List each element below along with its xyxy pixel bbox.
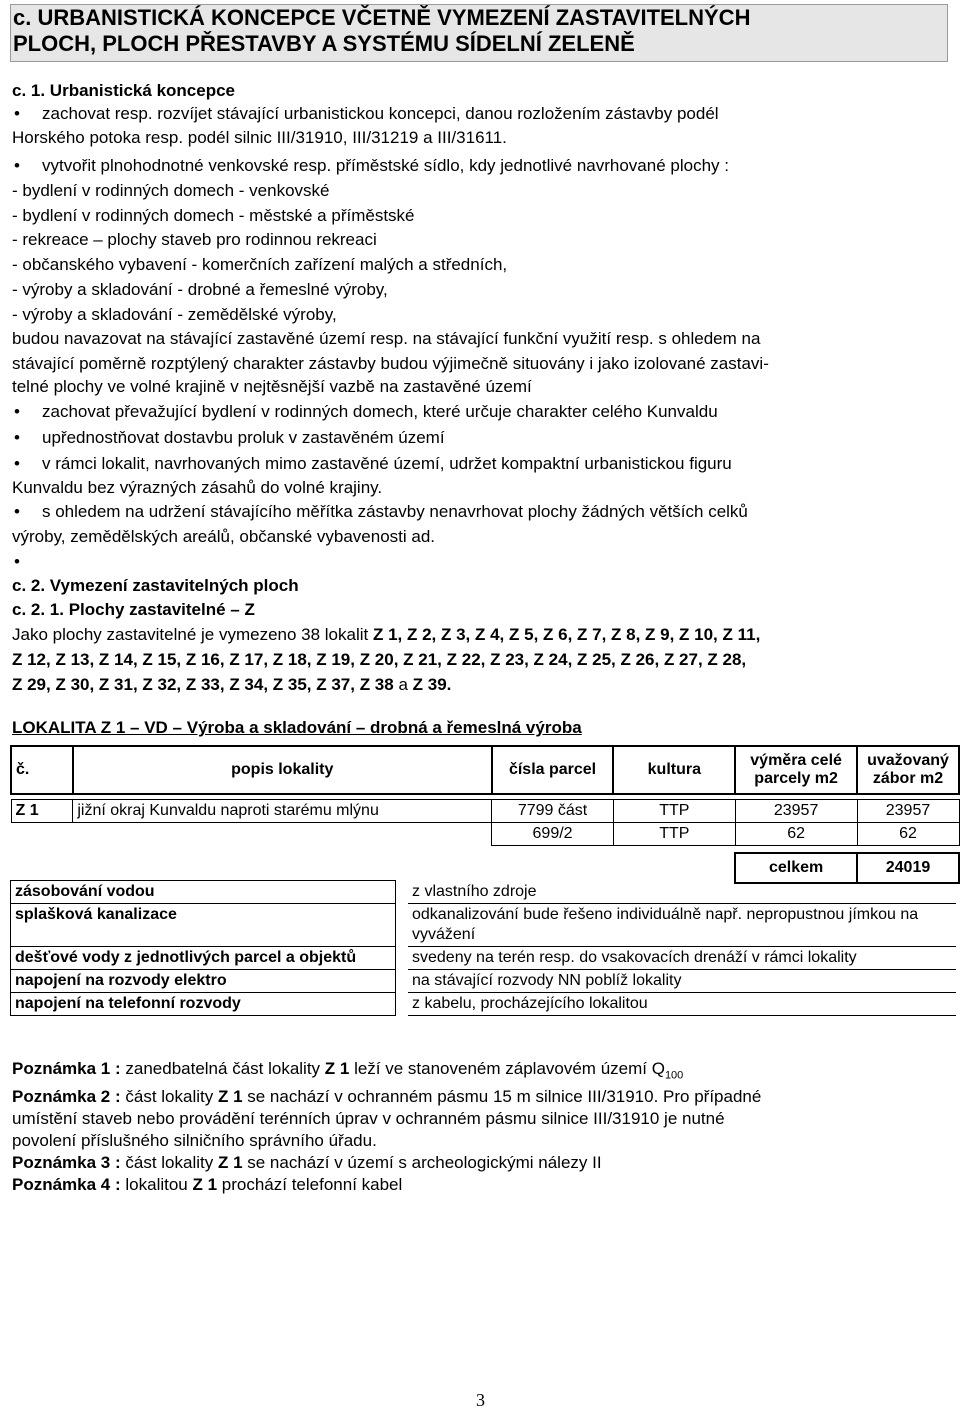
utility-row bbox=[11, 993, 957, 1016]
note-locality: Z 1 bbox=[324, 1059, 350, 1078]
list-item: - občanského vybavení - komerčních zařízení malých a středních, bbox=[12, 255, 508, 274]
utilities-table bbox=[10, 880, 956, 1016]
col-header-take bbox=[857, 746, 959, 794]
utility-value: z vlastního zdroje bbox=[408, 881, 956, 904]
note-2 bbox=[12, 1086, 942, 1108]
paragraph-line: telné plochy ve volné krajině v nejtěsnější vazbě na zastavěné území bbox=[12, 377, 532, 396]
note-2-cont: povolení příslušného silničního správního úřadu. bbox=[12, 1131, 377, 1151]
note-text: leží ve stanoveném záplavovém území Q bbox=[349, 1059, 665, 1078]
note-label: Poznámka 3 : bbox=[12, 1153, 121, 1173]
note-label: Poznámka 4 : bbox=[12, 1175, 121, 1195]
table-cell bbox=[11, 823, 73, 846]
note-text: část lokality bbox=[120, 1087, 218, 1107]
paragraph-line: Horského potoka resp. podél silnic III/31910, III/31219 a III/31611. bbox=[12, 128, 507, 147]
utility-row bbox=[11, 881, 957, 904]
note-label: Poznámka 1 : bbox=[12, 1059, 121, 1078]
paragraph-line: zachovat resp. rozvíjet stávající urbanistickou koncepci, danou rozložením zástavby podél bbox=[42, 104, 719, 123]
note-2-cont: umístění staveb nebo provádění terénních úprav v ochranném pásmu silnice III/31910 je nutné bbox=[12, 1109, 725, 1129]
col-header-area-line1: výměra celé bbox=[750, 752, 842, 769]
utility-value-line1: odkanalizování bude řešeno individuálně např. nepropustnou jímkou na bbox=[412, 906, 919, 923]
note-subscript: 100 bbox=[664, 1069, 684, 1082]
paragraph-line: stávající poměrně rozptýlený charakter zástavby budou výjimečně situovány i jako izolované zastavi- bbox=[12, 354, 769, 373]
paragraph-line: Kunvaldu bez výrazných zásahů do volné krajiny. bbox=[12, 478, 383, 497]
bullet-icon: • bbox=[14, 156, 20, 175]
paragraph-line: s ohledem na udržení stávajícího měřítka zástavby nenavrhovat plochy žádných větších celků bbox=[42, 502, 748, 521]
paragraph-line bbox=[12, 674, 451, 696]
list-item: - bydlení v rodinných domech - městské a příměstské bbox=[12, 206, 415, 225]
note-text: zanedbatelná část lokality bbox=[120, 1059, 325, 1078]
utility-row bbox=[11, 904, 957, 947]
table-row bbox=[11, 800, 959, 823]
utility-value bbox=[408, 904, 956, 947]
utility-row bbox=[11, 947, 957, 970]
locality-list: Z 39. bbox=[412, 675, 452, 694]
paragraph-line bbox=[12, 624, 760, 646]
total-value: 24019 bbox=[857, 853, 959, 883]
note-locality: Z 1 bbox=[217, 1087, 243, 1107]
table-cell: TTP bbox=[613, 823, 735, 846]
utility-label: zásobování vodou bbox=[11, 881, 396, 904]
paragraph-line: upřednostňovat dostavbu proluk v zastavěném území bbox=[42, 428, 445, 447]
table-header-row bbox=[11, 746, 959, 794]
table-row bbox=[11, 823, 959, 846]
table-cell: TTP bbox=[613, 800, 735, 823]
table-cell: 7799 část bbox=[492, 800, 614, 823]
note-text: prochází telefonní kabel bbox=[217, 1175, 403, 1195]
utility-label: splašková kanalizace bbox=[11, 904, 396, 947]
col-header-take-line1: uvažovaný bbox=[867, 752, 949, 769]
section-title: c. 1. Urbanistická koncepce bbox=[12, 81, 235, 100]
paragraph-line: vytvořit plnohodnotné venkovské resp. příměstské sídlo, kdy jednotlivé navrhované plochy : bbox=[42, 156, 729, 175]
utility-label: dešťové vody z jednotlivých parcel a objektů bbox=[11, 947, 396, 970]
list-item: - bydlení v rodinných domech - venkovské bbox=[12, 181, 330, 200]
utility-label: napojení na rozvody elektro bbox=[11, 970, 396, 993]
chapter-heading bbox=[10, 4, 948, 62]
chapter-heading-line1: c. URBANISTICKÁ KONCEPCE VČETNĚ VYMEZENÍ ZASTAVITELNÝCH bbox=[13, 5, 751, 30]
locality-list: Z 1, Z 2, Z 3, Z 4, Z 5, Z 6, Z 7, Z 8, Z 9, Z 10, Z 11, bbox=[372, 625, 761, 644]
utility-value: z kabelu, procházejícího lokalitou bbox=[408, 993, 956, 1016]
lokalita-title: LOKALITA Z 1 – VD – Výroba a skladování – drobná a řemeslná výroba bbox=[12, 718, 582, 737]
list-item: - výroby a skladování - drobné a řemeslné výroby, bbox=[12, 280, 388, 299]
table-cell: 23957 bbox=[857, 800, 959, 823]
table-cell: 62 bbox=[735, 823, 857, 846]
paragraph-line: výroby, zemědělských areálů, občanské vybavenosti ad. bbox=[12, 527, 436, 546]
paragraph-line: v rámci lokalit, navrhovaných mimo zastavěné území, udržet kompaktní urbanistickou figuru bbox=[42, 454, 732, 473]
intro-text: Jako plochy zastavitelné je vymezeno 38 lokalit bbox=[12, 625, 373, 644]
total-label: celkem bbox=[735, 853, 857, 883]
locality-list: Z 12, Z 13, Z 14, Z 15, Z 16, Z 17, Z 18, Z 19, Z 20, Z 21, Z 22, Z 23, Z 24, Z 25, Z 26, Z 27, Z 28, bbox=[12, 650, 747, 669]
table-cell: 23957 bbox=[735, 800, 857, 823]
col-header-culture: kultura bbox=[613, 746, 735, 794]
bullet-icon: • bbox=[14, 552, 20, 571]
utility-row bbox=[11, 970, 957, 993]
utility-value-line2: vyvážení bbox=[412, 926, 476, 943]
note-locality: Z 1 bbox=[192, 1175, 218, 1195]
note-text: se nachází v území s archeologickými nálezy II bbox=[242, 1153, 602, 1173]
col-header-parcels: čísla parcel bbox=[492, 746, 614, 794]
conjunction: a bbox=[393, 675, 413, 694]
bullet-icon: • bbox=[14, 454, 20, 473]
note-text: lokalitou bbox=[120, 1175, 193, 1195]
note-text: se nachází v ochranném pásmu 15 m silnice III/31910. Pro případné bbox=[242, 1087, 762, 1107]
col-header-take-line2: zábor m2 bbox=[872, 770, 944, 787]
list-item: - rekreace – plochy staveb pro rodinnou rekreaci bbox=[12, 230, 377, 249]
note-3 bbox=[12, 1152, 942, 1174]
col-header-number: č. bbox=[11, 746, 73, 794]
table-cell: 62 bbox=[857, 823, 959, 846]
table-cell: 699/2 bbox=[492, 823, 614, 846]
col-header-area bbox=[735, 746, 857, 794]
note-4 bbox=[12, 1174, 942, 1196]
note-1 bbox=[12, 1058, 942, 1086]
page-number: 3 bbox=[476, 1390, 485, 1410]
list-item: - výroby a skladování - zemědělské výroby, bbox=[12, 305, 337, 324]
table-cell: Z 1 bbox=[11, 800, 73, 823]
utility-label: napojení na telefonní rozvody bbox=[11, 993, 396, 1016]
notes-block bbox=[12, 1058, 942, 1196]
table-cell bbox=[73, 823, 492, 846]
note-text: část lokality bbox=[120, 1153, 218, 1173]
col-header-area-line2: parcely m2 bbox=[754, 770, 838, 787]
paragraph-line: budou navazovat na stávající zastavěné území resp. na stávající funkční využití resp. s ohledem na bbox=[12, 329, 761, 348]
bullet-icon: • bbox=[14, 502, 20, 521]
subsection-title: c. 2. 1. Plochy zastavitelné – Z bbox=[12, 600, 255, 619]
utility-value: na stávající rozvody NN poblíž lokality bbox=[408, 970, 956, 993]
total-row bbox=[11, 853, 959, 883]
utility-value: svedeny na terén resp. do vsakovacích drenáží v rámci lokality bbox=[408, 947, 956, 970]
note-label: Poznámka 2 : bbox=[12, 1087, 121, 1107]
parcel-table bbox=[10, 745, 960, 884]
note-locality: Z 1 bbox=[217, 1153, 243, 1173]
section-title: c. 2. Vymezení zastavitelných ploch bbox=[12, 576, 299, 595]
bullet-icon: • bbox=[14, 402, 20, 421]
paragraph-line: zachovat převažující bydlení v rodinných domech, které určuje charakter celého Kunvaldu bbox=[42, 402, 718, 421]
table-cell: jižní okraj Kunvaldu naproti starému mlýnu bbox=[73, 800, 492, 823]
bullet-icon: • bbox=[14, 428, 20, 447]
col-header-description: popis lokality bbox=[73, 746, 492, 794]
bullet-icon: • bbox=[14, 104, 20, 123]
chapter-heading-line2: PLOCH, PLOCH PŘESTAVBY A SYSTÉMU SÍDELNÍ ZELENĚ bbox=[13, 31, 635, 56]
locality-list: Z 29, Z 30, Z 31, Z 32, Z 33, Z 34, Z 35, Z 37, Z 38 bbox=[12, 675, 394, 694]
